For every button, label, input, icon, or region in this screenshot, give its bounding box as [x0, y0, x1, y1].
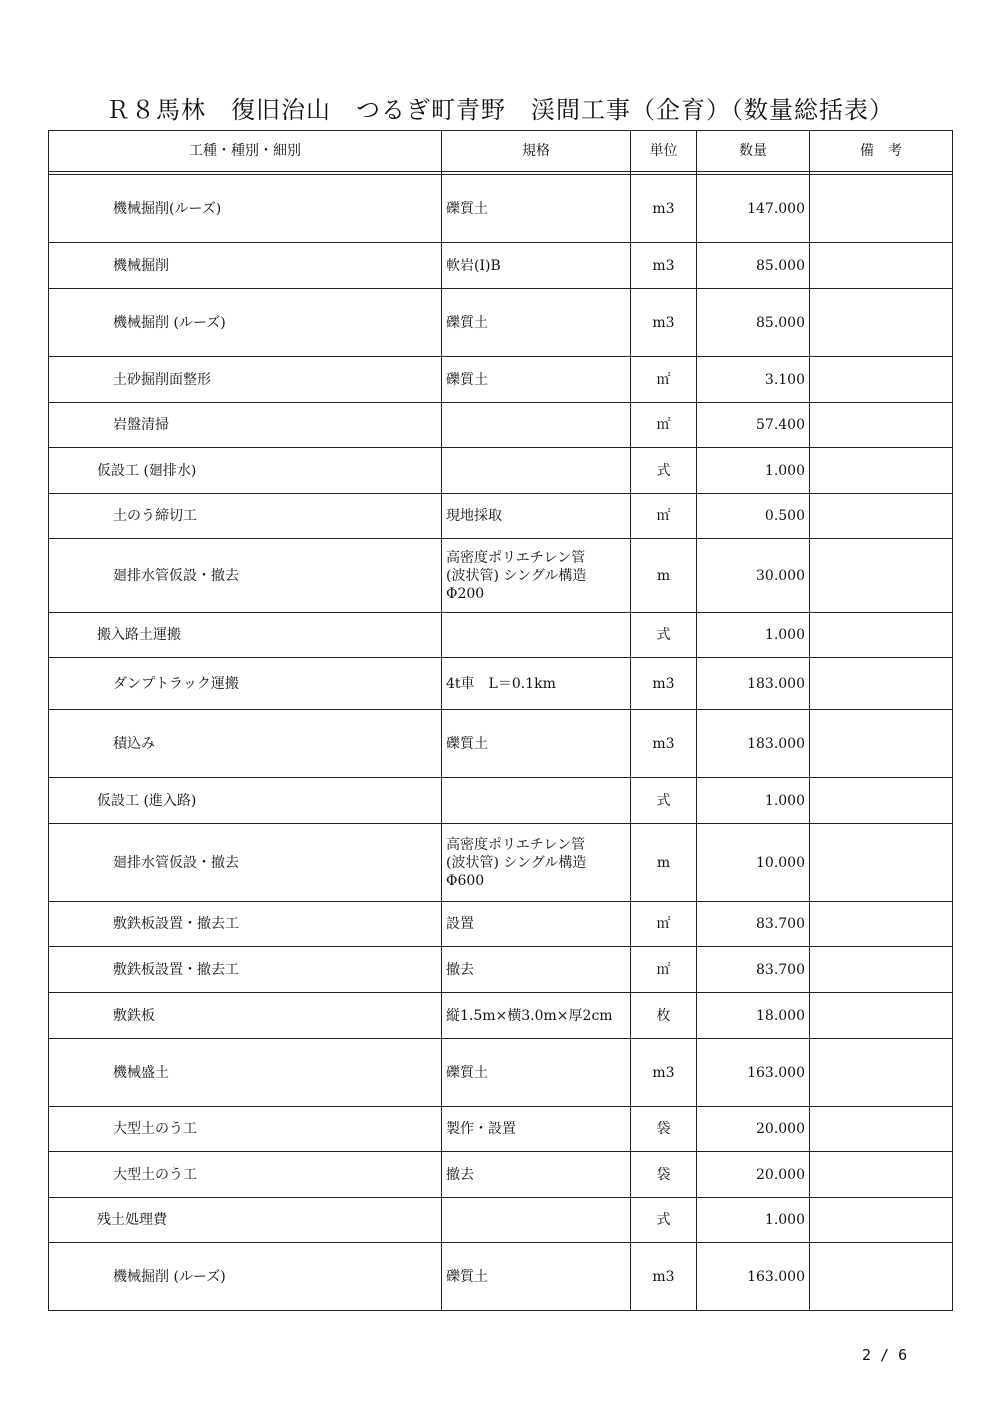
- cell-note: [810, 1243, 953, 1311]
- header-spec: 規格: [442, 131, 631, 172]
- cell-spec: 高密度ポリエチレン管 (波状管) シングル構造 Φ600: [442, 824, 631, 902]
- cell-qty: 183.000: [697, 658, 810, 710]
- cell-spec: 礫質土: [442, 289, 631, 357]
- cell-qty: 183.000: [697, 710, 810, 778]
- cell-spec: 撤去: [442, 947, 631, 993]
- cell-note: [810, 710, 953, 778]
- header-note: 備 考: [810, 131, 953, 172]
- cell-note: [810, 947, 953, 993]
- cell-name: 敷鉄板設置・撤去工: [49, 947, 442, 993]
- cell-spec: [442, 448, 631, 494]
- table-row: [49, 902, 953, 947]
- cell-note: [810, 1152, 953, 1198]
- cell-spec: 高密度ポリエチレン管 (波状管) シングル構造 Φ200: [442, 539, 631, 613]
- cell-unit: 式: [631, 778, 697, 824]
- cell-qty: 85.000: [697, 243, 810, 289]
- cell-unit: 式: [631, 613, 697, 658]
- table-row: [49, 993, 953, 1039]
- table-row: [49, 1243, 953, 1311]
- cell-unit: 枚: [631, 993, 697, 1039]
- cell-name: 搬入路土運搬: [49, 613, 442, 658]
- cell-note: [810, 613, 953, 658]
- cell-name: 仮設工 (進入路): [49, 778, 442, 824]
- table-row: [49, 1107, 953, 1152]
- cell-qty: 1.000: [697, 448, 810, 494]
- cell-note: [810, 175, 953, 243]
- cell-unit: ㎡: [631, 494, 697, 539]
- cell-qty: 83.700: [697, 947, 810, 993]
- cell-name: 仮設工 (廻排水): [49, 448, 442, 494]
- cell-name: 敷鉄板設置・撤去工: [49, 902, 442, 947]
- cell-unit: ㎡: [631, 403, 697, 448]
- cell-unit: m3: [631, 243, 697, 289]
- cell-qty: 1.000: [697, 778, 810, 824]
- cell-name: 廻排水管仮設・撤去: [49, 824, 442, 902]
- cell-spec: 礫質土: [442, 357, 631, 403]
- cell-note: [810, 357, 953, 403]
- cell-note: [810, 1039, 953, 1107]
- cell-qty: 163.000: [697, 1243, 810, 1311]
- cell-unit: m: [631, 824, 697, 902]
- cell-qty: 18.000: [697, 993, 810, 1039]
- cell-note: [810, 1107, 953, 1152]
- table-row: [49, 613, 953, 658]
- table-row: [49, 824, 953, 902]
- cell-note: [810, 658, 953, 710]
- cell-unit: m: [631, 539, 697, 613]
- document-title: Ｒ８馬林 復旧治山 つるぎ町青野 渓間工事（企育）（数量総括表）: [106, 96, 894, 124]
- quantity-summary-table: [48, 130, 953, 1311]
- cell-spec: 製作・設置: [442, 1107, 631, 1152]
- cell-spec: 礫質土: [442, 1039, 631, 1107]
- header-unit: 単位: [631, 131, 697, 172]
- table-row: [49, 448, 953, 494]
- cell-spec: 現地採取: [442, 494, 631, 539]
- cell-qty: 85.000: [697, 289, 810, 357]
- cell-qty: 57.400: [697, 403, 810, 448]
- cell-name: 土のう締切工: [49, 494, 442, 539]
- cell-qty: 1.000: [697, 1198, 810, 1243]
- cell-unit: 袋: [631, 1107, 697, 1152]
- cell-note: [810, 289, 953, 357]
- cell-spec: 撤去: [442, 1152, 631, 1198]
- cell-qty: 30.000: [697, 539, 810, 613]
- table-row: [49, 710, 953, 778]
- cell-unit: m3: [631, 658, 697, 710]
- cell-qty: 0.500: [697, 494, 810, 539]
- cell-spec: [442, 1198, 631, 1243]
- cell-unit: m3: [631, 175, 697, 243]
- cell-name: 機械掘削 (ルーズ): [49, 1243, 442, 1311]
- cell-note: [810, 448, 953, 494]
- cell-qty: 20.000: [697, 1107, 810, 1152]
- cell-name: 積込み: [49, 710, 442, 778]
- cell-name: 廻排水管仮設・撤去: [49, 539, 442, 613]
- cell-spec: 礫質土: [442, 175, 631, 243]
- cell-unit: ㎡: [631, 902, 697, 947]
- table-row: [49, 494, 953, 539]
- cell-name: 大型土のう工: [49, 1152, 442, 1198]
- cell-name: 土砂掘削面整形: [49, 357, 442, 403]
- cell-spec: 軟岩(Ⅰ)B: [442, 243, 631, 289]
- cell-spec: 礫質土: [442, 710, 631, 778]
- cell-spec: 礫質土: [442, 1243, 631, 1311]
- table-header-row: [49, 131, 953, 172]
- cell-spec: [442, 613, 631, 658]
- cell-unit: 式: [631, 1198, 697, 1243]
- cell-unit: ㎡: [631, 947, 697, 993]
- table-row: [49, 289, 953, 357]
- table-row: [49, 243, 953, 289]
- cell-spec: 4t車 L＝0.1km: [442, 658, 631, 710]
- cell-name: 機械掘削 (ルーズ): [49, 289, 442, 357]
- cell-unit: m3: [631, 289, 697, 357]
- table-row: [49, 1039, 953, 1107]
- cell-qty: 147.000: [697, 175, 810, 243]
- cell-note: [810, 824, 953, 902]
- cell-note: [810, 778, 953, 824]
- cell-unit: m3: [631, 1243, 697, 1311]
- cell-note: [810, 494, 953, 539]
- cell-note: [810, 993, 953, 1039]
- cell-unit: m3: [631, 710, 697, 778]
- cell-unit: m3: [631, 1039, 697, 1107]
- header-qty: 数量: [697, 131, 810, 172]
- page-number: 2 / 6: [862, 1346, 908, 1364]
- cell-note: [810, 902, 953, 947]
- cell-qty: 10.000: [697, 824, 810, 902]
- table-row: [49, 539, 953, 613]
- cell-name: ダンプトラック運搬: [49, 658, 442, 710]
- cell-name: 残土処理費: [49, 1198, 442, 1243]
- cell-name: 機械掘削(ルーズ): [49, 175, 442, 243]
- cell-qty: 1.000: [697, 613, 810, 658]
- cell-note: [810, 1198, 953, 1243]
- cell-qty: 83.700: [697, 902, 810, 947]
- cell-name: 岩盤清掃: [49, 403, 442, 448]
- cell-qty: 3.100: [697, 357, 810, 403]
- cell-unit: 袋: [631, 1152, 697, 1198]
- table-row: [49, 947, 953, 993]
- cell-spec: 設置: [442, 902, 631, 947]
- table-row: [49, 1198, 953, 1243]
- table-body: [49, 172, 953, 1311]
- table-row: [49, 1152, 953, 1198]
- header-name: 工種・種別・細別: [49, 131, 442, 172]
- table-row: [49, 778, 953, 824]
- cell-qty: 163.000: [697, 1039, 810, 1107]
- table-row: [49, 357, 953, 403]
- cell-name: 機械掘削: [49, 243, 442, 289]
- cell-unit: 式: [631, 448, 697, 494]
- table-row: [49, 403, 953, 448]
- cell-spec: [442, 778, 631, 824]
- cell-note: [810, 539, 953, 613]
- cell-name: 機械盛土: [49, 1039, 442, 1107]
- table-row: [49, 658, 953, 710]
- cell-note: [810, 403, 953, 448]
- cell-spec: 縦1.5m×横3.0m×厚2cm: [442, 993, 631, 1039]
- cell-note: [810, 243, 953, 289]
- cell-qty: 20.000: [697, 1152, 810, 1198]
- cell-spec: [442, 403, 631, 448]
- cell-name: 敷鉄板: [49, 993, 442, 1039]
- cell-name: 大型土のう工: [49, 1107, 442, 1152]
- table-row: [49, 175, 953, 243]
- cell-unit: ㎡: [631, 357, 697, 403]
